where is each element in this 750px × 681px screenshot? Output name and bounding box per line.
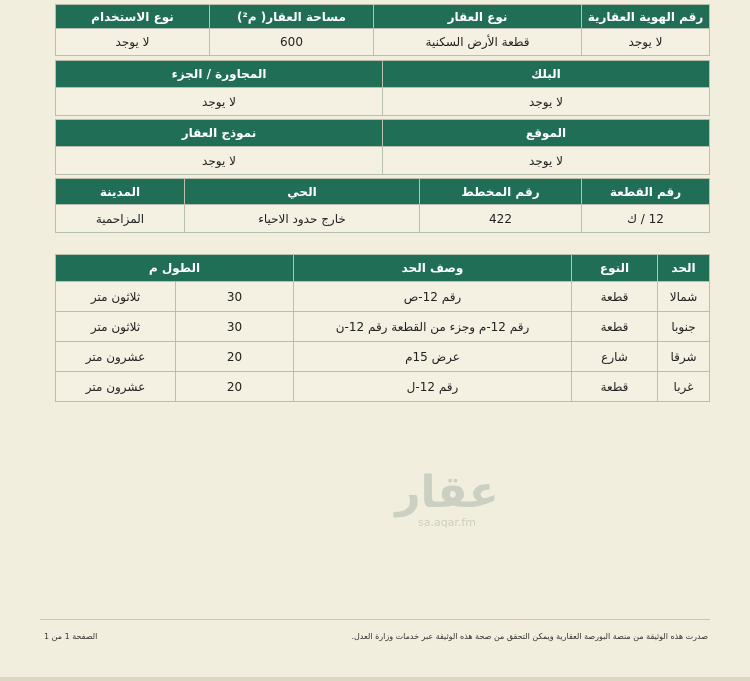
cell-side: جنوبا [658,312,710,342]
header-property-area: مساحة العقار( م²) [210,5,374,29]
block-neighborhood-table [55,60,710,116]
header-length: الطول م [56,255,294,282]
table-row [56,372,710,402]
cell-description: رقم 12-ل [294,372,572,402]
header-city: المدينة [56,179,185,205]
bottom-edge [0,677,750,681]
boundaries-table [55,254,710,402]
value-plot-number: 12 / ك [582,205,710,233]
cell-length-number: 30 [176,312,294,342]
cell-length-number: 20 [176,342,294,372]
table-row [56,282,710,312]
value-neighborhood-part: لا يوجد [56,88,383,116]
header-plot-number: رقم القطعة [582,179,710,205]
table-row [56,312,710,342]
header-district: الحي [185,179,420,205]
property-info-table [55,4,710,56]
header-block: البلك [383,61,710,88]
cell-type: قطعة [572,312,658,342]
cell-side: غربا [658,372,710,402]
plot-info-table [55,178,710,233]
header-scheme-number: رقم المخطط [420,179,582,205]
cell-side: شمالا [658,282,710,312]
header-boundary-description: وصف الحد [294,255,572,282]
footer-divider [40,619,710,620]
cell-length-number: 30 [176,282,294,312]
value-block: لا يوجد [383,88,710,116]
cell-description: عرض 15م [294,342,572,372]
location-model-table [55,119,710,175]
cell-type: قطعة [572,282,658,312]
value-scheme-number: 422 [420,205,582,233]
footer-note: صدرت هذه الوثيقة من منصة البورصة العقارية ويمكن التحقق من صحة هذه الوثيقة عبر خدمات وزارة العدل. [351,632,708,641]
cell-description: رقم 12-ص [294,282,572,312]
cell-length-text: عشرون متر [56,342,176,372]
watermark-logo: عقار [395,467,499,518]
page-number: الصفحة 1 من 1 [44,632,98,641]
table-row [56,342,710,372]
watermark-site: sa.aqar.fm [417,516,477,529]
value-city: المزاحمية [56,205,185,233]
header-boundary-type: النوع [572,255,658,282]
value-property-type: قطعة الأرض السكنية [374,29,582,56]
value-property-model: لا يوجد [56,147,383,175]
header-boundary: الحد [658,255,710,282]
aqar-watermark [392,467,502,529]
value-usage-type: لا يوجد [56,29,210,56]
cell-length-text: عشرون متر [56,372,176,402]
value-location: لا يوجد [383,147,710,175]
cell-side: شرقا [658,342,710,372]
header-location: الموقع [383,120,710,147]
value-property-id: لا يوجد [582,29,710,56]
header-usage-type: نوع الاستخدام [56,5,210,29]
value-district: خارج حدود الاحياء [185,205,420,233]
cell-type: شارع [572,342,658,372]
cell-description: رقم 12-م وجزء من القطعة رقم 12-ن [294,312,572,342]
cell-type: قطعة [572,372,658,402]
value-property-area: 600 [210,29,374,56]
cell-length-text: ثلاثون متر [56,312,176,342]
cell-length-text: ثلاثون متر [56,282,176,312]
header-neighborhood-part: المجاورة / الجزء [56,61,383,88]
header-property-id: رقم الهوية العقارية [582,5,710,29]
header-property-type: نوع العقار [374,5,582,29]
header-property-model: نموذج العقار [56,120,383,147]
cell-length-number: 20 [176,372,294,402]
